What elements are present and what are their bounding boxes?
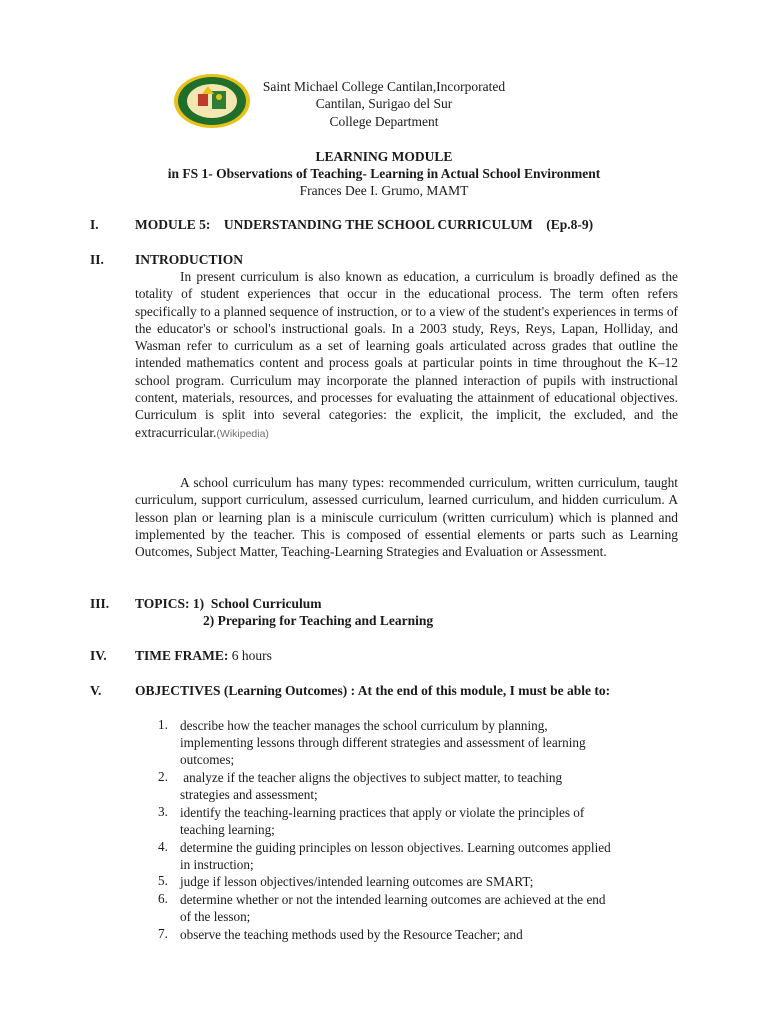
- time-frame-label: TIME FRAME:: [135, 648, 229, 663]
- list-item-text: identify the teaching-learning practices that apply or violate the principles of: [180, 805, 585, 820]
- list-item-number: 2.: [158, 769, 168, 784]
- list-item-text: teaching learning;: [180, 822, 275, 837]
- list-item-text: determine whether or not the intended learning outcomes are achieved at the end: [180, 892, 606, 907]
- course-title: in FS 1- Observations of Teaching- Learning in Actual School Environment: [167, 166, 601, 181]
- department-name: College Department: [329, 114, 439, 129]
- list-item: [180, 873, 680, 890]
- author-name: Frances Dee I. Grumo, MAMT: [299, 183, 469, 198]
- section-numeral: III.: [90, 596, 110, 611]
- section-numeral: IV.: [90, 648, 107, 663]
- section-numeral: V.: [90, 683, 102, 698]
- objectives-heading: OBJECTIVES (Learning Outcomes) : At the end of this module, I must be able to:: [135, 683, 611, 698]
- wikipedia-citation: (Wikipedia): [216, 427, 269, 440]
- list-item-text: implementing lessons through different strategies and assessment of learning: [180, 735, 586, 750]
- introduction-paragraph-2: [135, 474, 678, 560]
- list-item-text: judge if lesson objectives/intended learning outcomes are SMART;: [180, 874, 534, 889]
- introduction-paragraph-1: [135, 268, 678, 443]
- list-item-text: describe how the teacher manages the school curriculum by planning,: [180, 718, 548, 733]
- institution-location: Cantilan, Surigao del Sur: [315, 96, 453, 111]
- list-item-text: in instruction;: [180, 857, 254, 872]
- introduction-heading: INTRODUCTION: [135, 252, 244, 267]
- list-item: [180, 926, 680, 943]
- list-item-number: 3.: [158, 804, 168, 819]
- paragraph-text: In present curriculum is also known as education, a curriculum is broadly defined as the totality of student experiences that occur in the educational process. The term often refers specifically to a planned sequence of instruction, or to a view of the student's experiences in terms of the educator's or school's instructional goals. In a 2003 study, Reys, Reys, Lapan, Holliday, and Wasman refer to curriculum as a set of learning goals articulated across grades that outline the intended mathematics content and process goals at particular points in time throughout the K–12 school program. Curriculum may incorporate the planned interaction of pupils with instructional content, materials, resources, and processes for evaluating the attainment of educational objectives. Curriculum is split into several categories: the explicit, the implicit, the excluded, and the extracurricular.: [135, 269, 678, 440]
- list-item: [180, 769, 680, 803]
- list-item: [180, 839, 680, 873]
- section-numeral: II.: [90, 252, 104, 267]
- list-item-text: analyze if the teacher aligns the objectives to subject matter, to teaching: [180, 770, 563, 785]
- paragraph-text: A school curriculum has many types: recommended curriculum, written curriculum, taught curriculum, support curriculum, assessed curriculum, learned curriculum, and hidden curriculum. A lesson plan or learning plan is a miniscule curriculum (written curriculum) which is planned and implemented by the teacher. This is composed of essential elements or parts such as Learning Outcomes, Subject Matter, Teaching-Learning Strategies and Evaluation or Assessment.: [135, 475, 678, 560]
- list-item-text: determine the guiding principles on lesson objectives. Learning outcomes applied: [180, 840, 611, 855]
- list-item: [180, 804, 680, 838]
- list-item-number: 7.: [158, 926, 168, 941]
- time-frame-value: 6 hours: [231, 648, 272, 663]
- list-item-number: 1.: [158, 717, 168, 732]
- time-frame-row: [135, 648, 272, 664]
- list-item-number: 5.: [158, 873, 168, 888]
- list-item-number: 4.: [158, 839, 168, 854]
- list-item-text: outcomes;: [180, 752, 235, 767]
- list-item: [180, 891, 680, 925]
- topics-heading: TOPICS: 1) School Curriculum: [135, 596, 322, 611]
- list-item-text: strategies and assessment;: [180, 787, 318, 802]
- institution-name: Saint Michael College Cantilan,Incorporated: [262, 79, 506, 94]
- list-item: [180, 717, 680, 768]
- list-item-number: 6.: [158, 891, 168, 906]
- section-numeral: I.: [90, 217, 99, 232]
- list-item-text: of the lesson;: [180, 909, 251, 924]
- list-item-text: observe the teaching methods used by the Resource Teacher; and: [180, 927, 523, 942]
- topic-item-2: 2) Preparing for Teaching and Learning: [203, 613, 434, 628]
- module-heading: MODULE 5: UNDERSTANDING THE SCHOOL CURRICULUM (Ep.8-9): [135, 217, 594, 232]
- module-type-title: LEARNING MODULE: [315, 149, 453, 164]
